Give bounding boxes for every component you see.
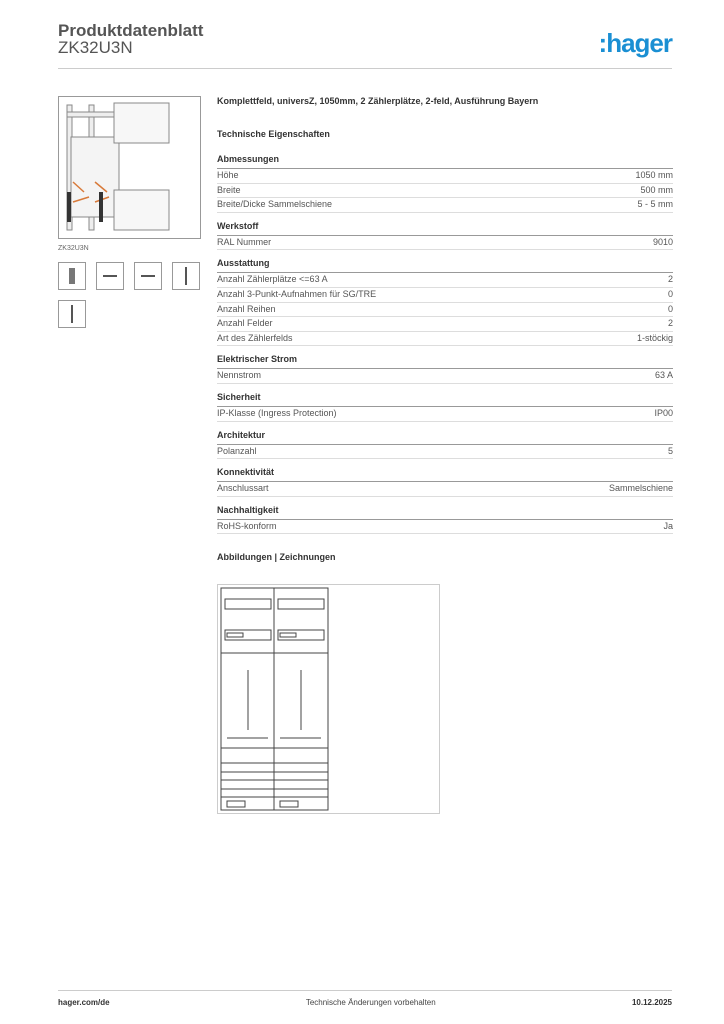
spec-row: [217, 520, 673, 535]
section-title: Elektrischer Strom: [217, 354, 673, 369]
spec-row: [217, 184, 673, 199]
spec-label: RAL Nummer: [217, 236, 272, 247]
thumbnail-5[interactable]: [58, 300, 86, 328]
spec-value: IP00: [654, 407, 673, 418]
thumbnail-1[interactable]: [58, 262, 86, 290]
spec-row: [217, 407, 673, 422]
spec-row: [217, 445, 673, 460]
spec-row: [217, 273, 673, 288]
spec-section: [217, 467, 673, 497]
spec-section: [217, 430, 673, 460]
spec-value: 5 - 5 mm: [637, 199, 673, 210]
section-title: Abmessungen: [217, 154, 673, 169]
spec-value: Sammelschiene: [608, 483, 673, 494]
spec-label: Art des Zählerfelds: [217, 332, 293, 343]
spec-section: [217, 392, 673, 422]
page-title: Produktdatenblatt: [58, 21, 204, 40]
spec-row: [217, 198, 673, 213]
product-description: Komplettfeld, universZ, 1050mm, 2 Zählerplätze, 2-feld, Ausführung Bayern: [217, 96, 539, 106]
spec-value: 9010: [652, 236, 673, 247]
spec-section: [217, 221, 673, 251]
technical-drawing[interactable]: [217, 584, 440, 814]
spec-value: 0: [667, 288, 673, 299]
spec-row: [217, 369, 673, 384]
section-title: Architektur: [217, 430, 673, 445]
hager-logo: :hager: [598, 28, 672, 58]
spec-content: [217, 96, 673, 562]
spec-label: Polanzahl: [217, 445, 257, 456]
spec-row: [217, 288, 673, 303]
spec-label: Nennstrom: [217, 370, 262, 381]
spec-sections: [217, 154, 673, 534]
spec-label: Anzahl 3-Punkt-Aufnahmen für SG/TRE: [217, 288, 377, 299]
thumbnail-3[interactable]: [134, 262, 162, 290]
footer: [58, 990, 672, 1007]
spec-section: [217, 154, 673, 213]
spec-value: Ja: [663, 520, 673, 531]
footer-note: Technische Änderungen vorbehalten: [305, 998, 436, 1007]
footer-date: 10.12.2025: [631, 998, 672, 1007]
spec-label: RoHS-konform: [217, 520, 277, 531]
spec-label: Breite: [217, 184, 241, 195]
spec-value: 0: [667, 303, 673, 314]
section-title: Werkstoff: [217, 221, 673, 236]
product-code: ZK32U3N: [58, 38, 133, 57]
section-title: Sicherheit: [217, 392, 673, 407]
spec-value: 2: [667, 318, 673, 329]
section-title: Ausstattung: [217, 258, 673, 273]
spec-row: [217, 317, 673, 332]
spec-row: [217, 303, 673, 318]
drawings-heading: Abbildungen | Zeichnungen: [217, 552, 336, 563]
spec-value: 2: [667, 274, 673, 285]
spec-row: [217, 236, 673, 251]
spec-label: Anzahl Zählerplätze <=63 A: [217, 274, 328, 285]
spec-value: 500 mm: [640, 184, 673, 195]
spec-row: [217, 482, 673, 497]
spec-value: 1050 mm: [635, 170, 673, 180]
section-title: Nachhaltigkeit: [217, 505, 673, 520]
thumbnail-4[interactable]: [172, 262, 200, 290]
spec-value: 63 A: [654, 370, 673, 381]
spec-label: Anzahl Reihen: [217, 303, 276, 314]
spec-section: [217, 354, 673, 384]
spec-label: Breite/Dicke Sammelschiene: [217, 199, 333, 210]
spec-label: Anzahl Felder: [217, 318, 273, 329]
spec-row: [217, 332, 673, 347]
spec-section: [217, 505, 673, 535]
spec-value: 1-stöckig: [636, 332, 673, 343]
header-divider: [58, 68, 672, 69]
image-caption: ZK32U3N: [58, 245, 89, 252]
spec-label: IP-Klasse (Ingress Protection): [217, 407, 337, 418]
spec-label: Höhe: [217, 170, 239, 180]
section-title: Konnektivität: [217, 467, 673, 482]
spec-label: Anschlussart: [217, 483, 269, 494]
spec-row: [217, 169, 673, 184]
spec-value: 5: [667, 445, 673, 456]
footer-website[interactable]: hager.com/de: [58, 998, 110, 1007]
product-image[interactable]: [58, 96, 201, 239]
spec-section: [217, 258, 673, 346]
tech-heading: Technische Eigenschaften: [217, 129, 330, 139]
thumbnail-2[interactable]: [96, 262, 124, 290]
